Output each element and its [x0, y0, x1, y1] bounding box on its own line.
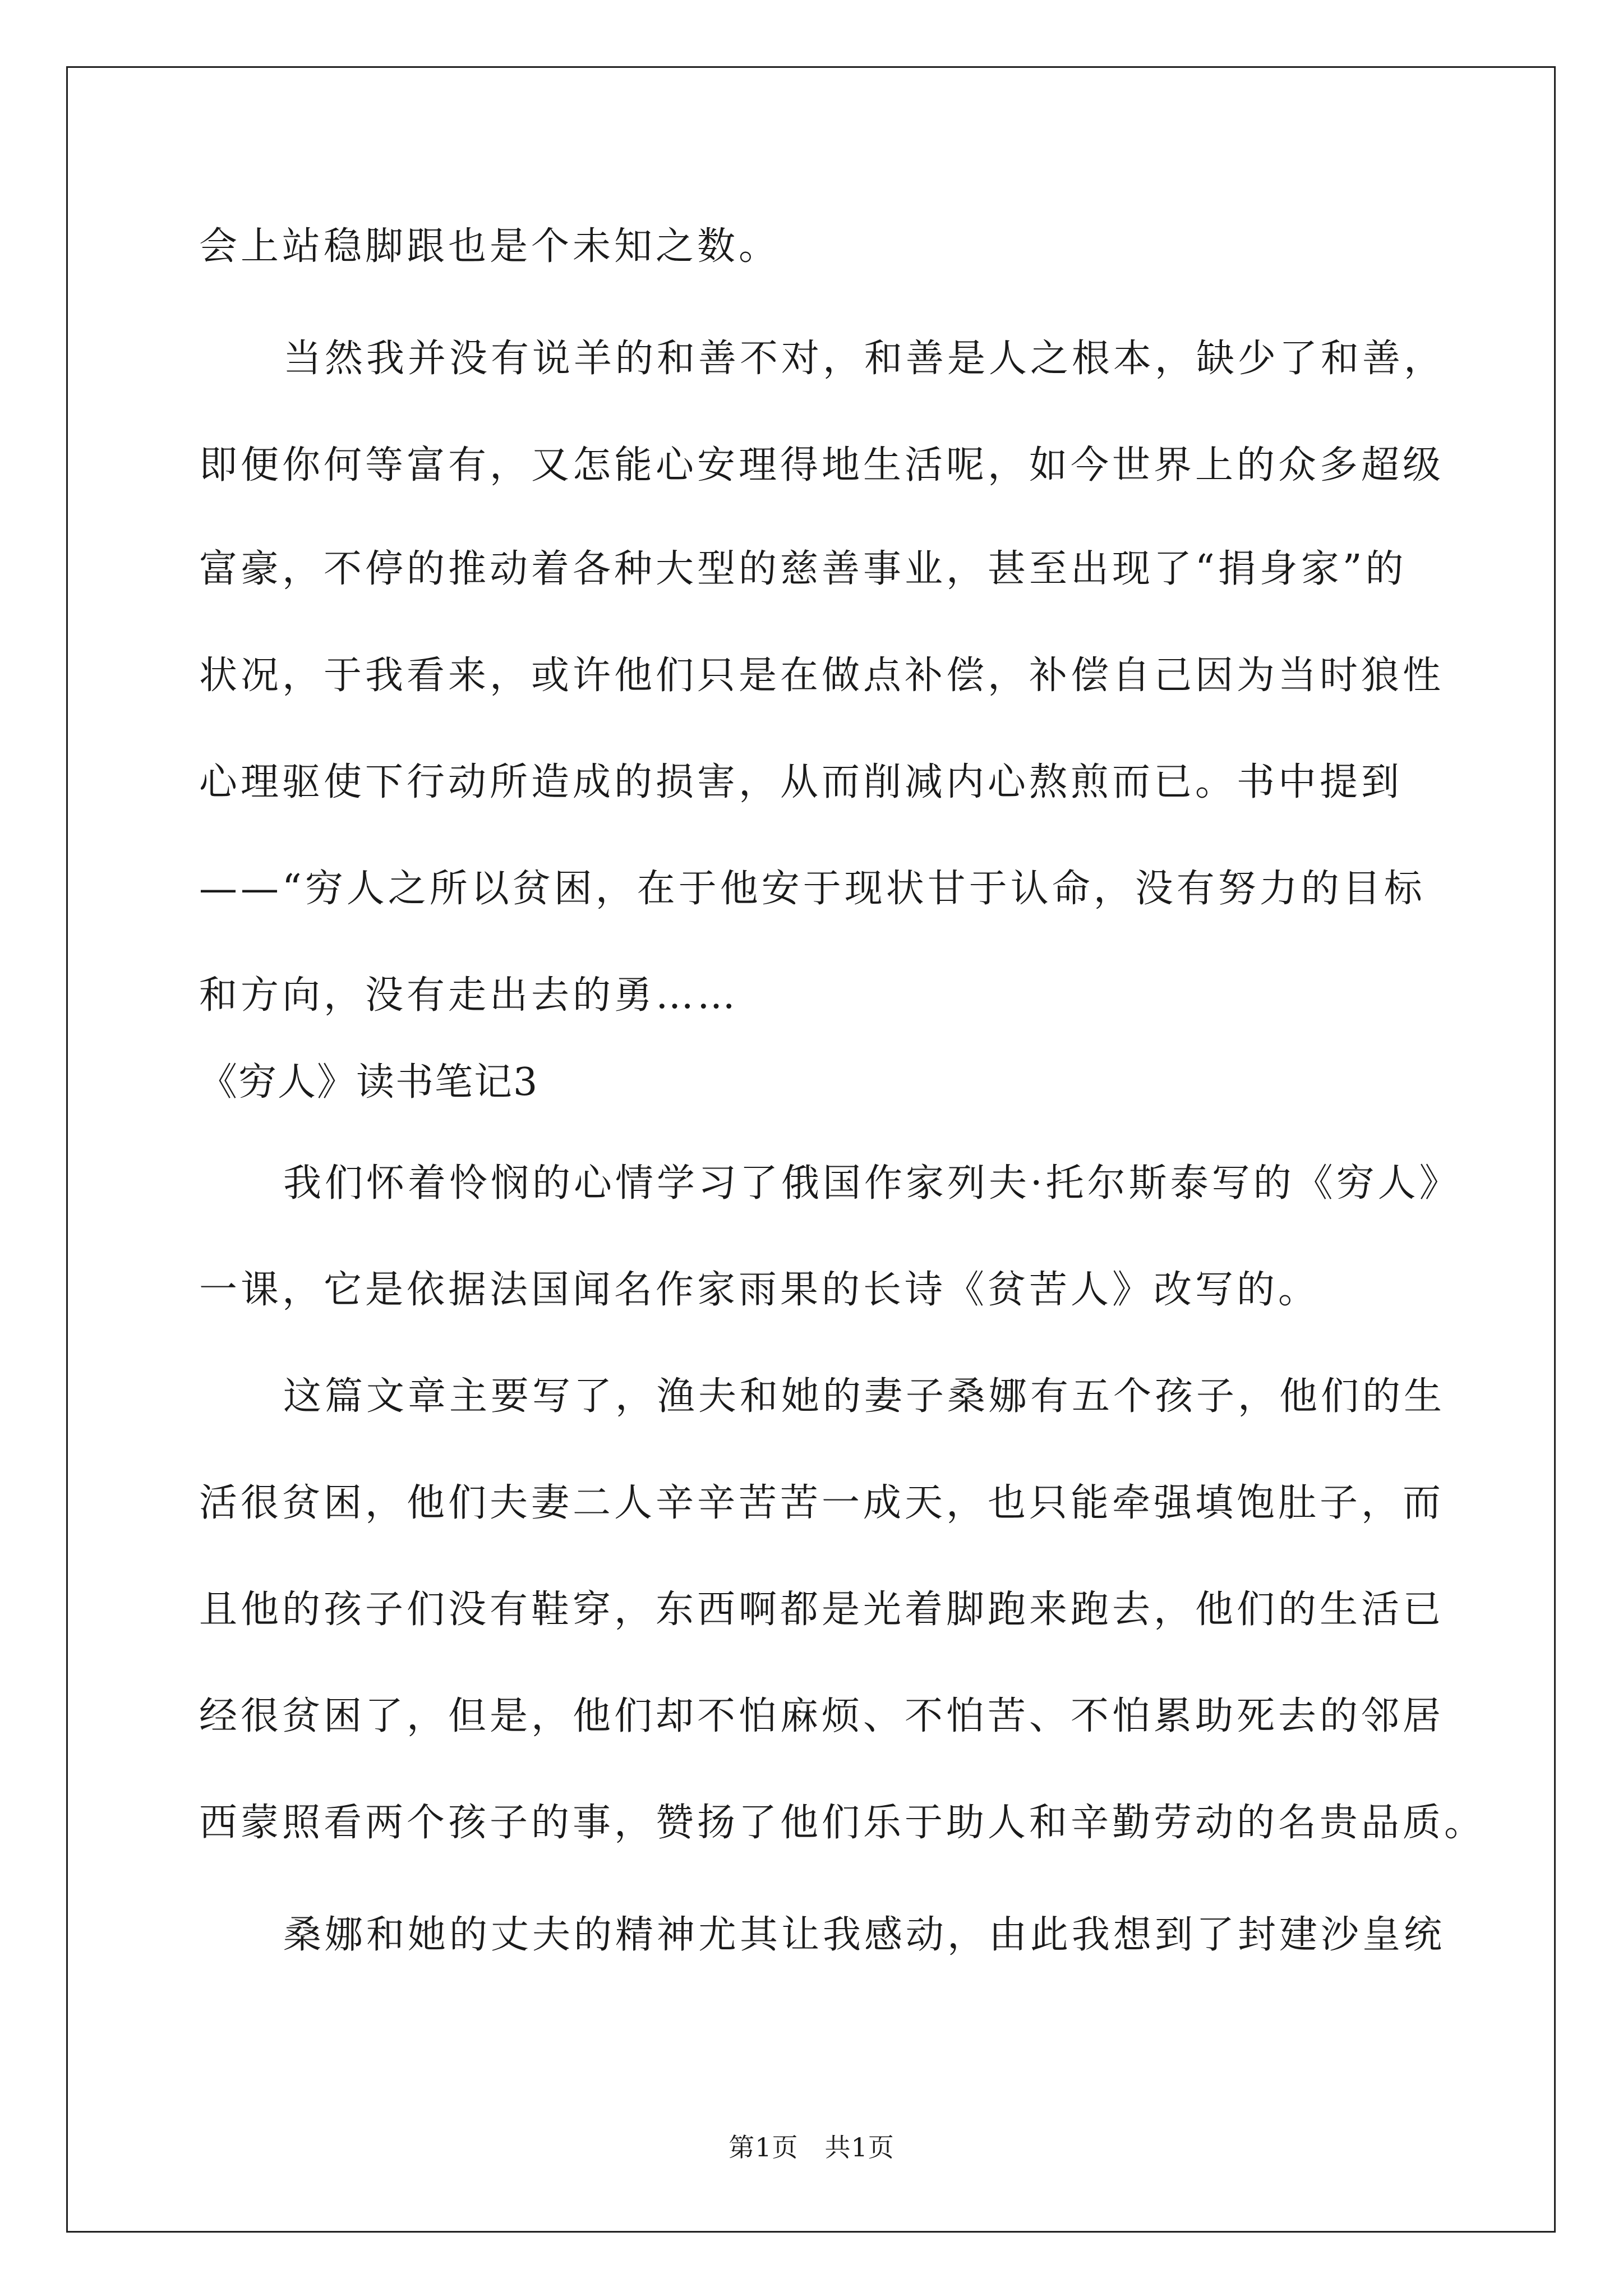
text-line-4: 富豪，不停的推动着各种大型的慈善事业，甚至出现了“捐身家”的: [199, 547, 1407, 591]
text-line-9: 我们怀着怜悯的心情学习了俄国作家列夫·托尔斯泰写的《穷人》: [283, 1161, 1461, 1205]
text-line-16: 桑娜和她的丈夫的精神尤其让我感动，由此我想到了封建沙皇统: [283, 1913, 1446, 1957]
text-line-7: ——“穷人之所以贫困，在于他安于现状甘于认命，没有努力的目标: [199, 867, 1426, 911]
text-line-1: 会上站稳脚跟也是个未知之数。: [199, 224, 781, 269]
text-line-14: 经很贫困了，但是，他们却不怕麻烦、不怕苦、不怕累助死去的邻居: [199, 1694, 1445, 1738]
text-line-6: 心理驱使下行动所造成的损害，从而削减内心熬煎而已。书中提到: [199, 760, 1403, 804]
text-line-5: 状况，于我看来，或许他们只是在做点补偿，补偿自己因为当时狼性: [199, 654, 1445, 698]
text-line-15: 西蒙照看两个孩子的事，赞扬了他们乐于助人和辛勤劳动的名贵品质。: [199, 1801, 1486, 1845]
section-heading: 《穷人》读书笔记3: [199, 1060, 539, 1105]
text-line-12: 活很贫困，他们夫妻二人辛辛苦苦一成天，也只能牵强填饱肚子，而: [199, 1481, 1445, 1525]
text-line-11: 这篇文章主要写了，渔夫和她的妻子桑娜有五个孩子，他们的生: [283, 1374, 1446, 1419]
text-line-13: 且他的孩子们没有鞋穿，东西啊都是光着脚跑来跑去，他们的生活已: [199, 1588, 1445, 1632]
text-line-8: 和方向，没有走出去的勇……: [199, 973, 739, 1018]
text-line-3: 即便你何等富有，又怎能心安理得地生活呢，如今世界上的众多超级: [199, 443, 1445, 487]
text-line-2: 当然我并没有说羊的和善不对，和善是人之根本，缺少了和善，: [283, 337, 1446, 381]
text-line-10: 一课，它是依据法国闻名作家雨果的长诗《贫苦人》改写的。: [199, 1268, 1320, 1312]
page-border: [66, 66, 1556, 2233]
page-footer: 第1页 共1页: [728, 2132, 895, 2162]
